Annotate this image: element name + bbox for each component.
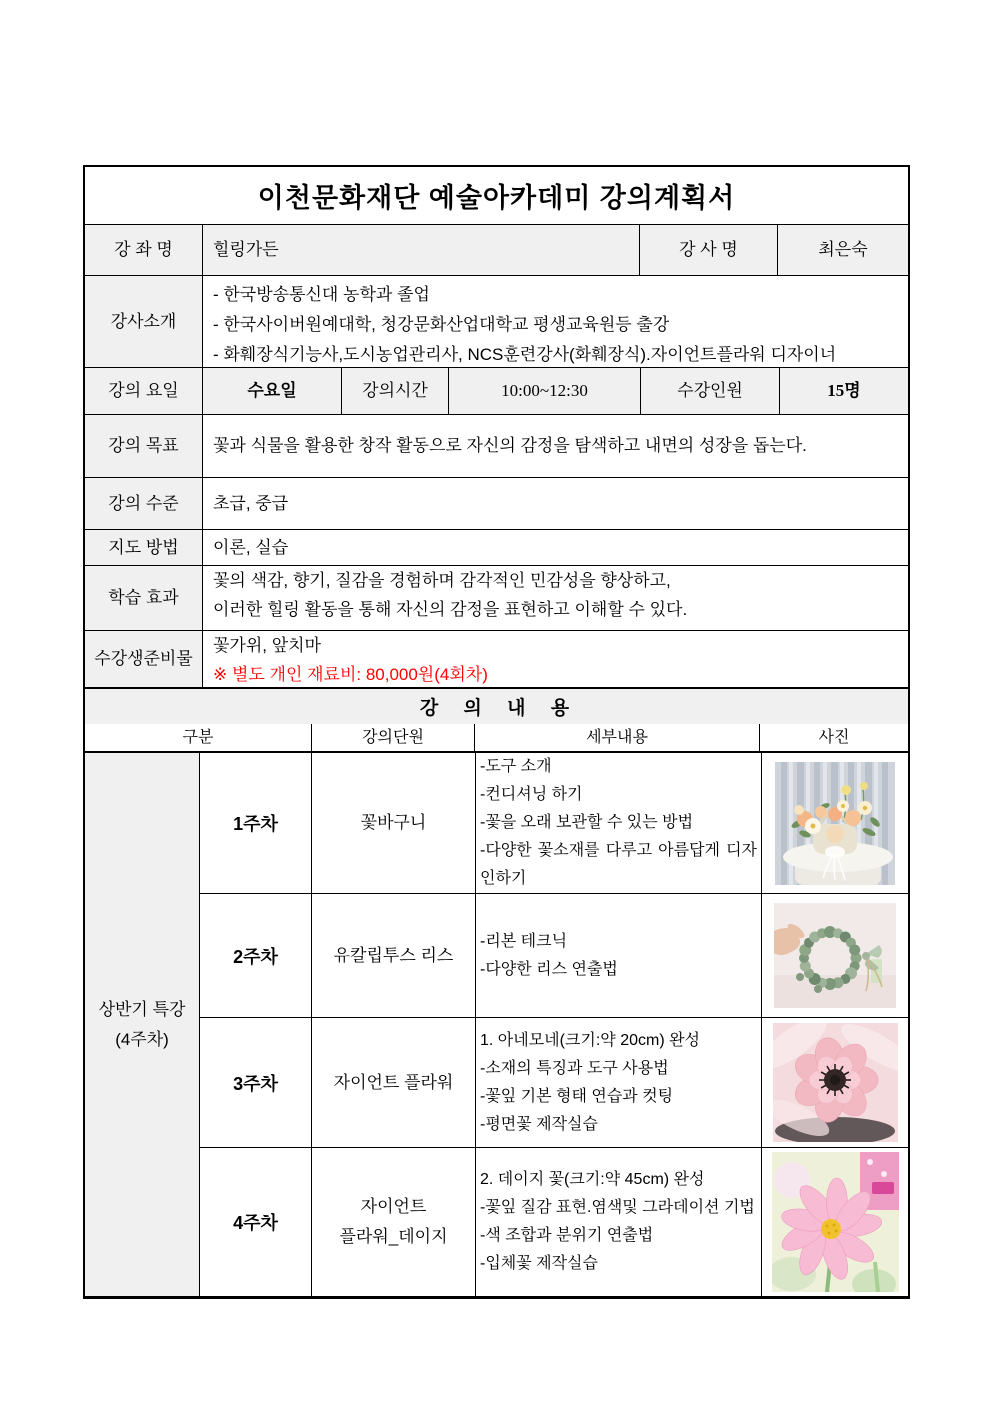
content-header-row	[85, 724, 908, 751]
level-value: 초급, 중급	[202, 478, 908, 529]
text-line: 꽃의 색감, 향기, 질감을 경험하며 감각적인 민감성을 향상하고,	[213, 571, 671, 590]
lecture-plan-table	[83, 165, 910, 1299]
materials-label: 수강생준비물	[85, 631, 202, 687]
header-unit: 강의단원	[311, 724, 474, 751]
text-line: 자이언트 플라워	[333, 1072, 454, 1092]
text-line: 1. 아네모네(크기:약 20cm) 완성	[480, 1031, 701, 1049]
content-banner	[85, 687, 908, 724]
week4-label: 4주차	[199, 1147, 311, 1296]
text-line: -꽃잎 기본 형태 연습과 컷팅	[480, 1087, 674, 1105]
header-category: 구분	[182, 728, 214, 746]
week4-details	[475, 1147, 761, 1296]
eucalyptus-wreath-photo	[774, 903, 896, 1008]
category-merged-cell	[85, 753, 199, 1296]
materials-lines	[202, 631, 908, 687]
text-line: -꽃잎 질감 표현.염색및 그라데이션 기법	[480, 1199, 755, 1216]
time-value: 10:00~12:30	[448, 368, 640, 414]
week3-details	[475, 1017, 761, 1147]
day-label: 강의 요일	[85, 368, 202, 414]
materials-fee-note: ※ 별도 개인 재료비: 80,000원(4회차)	[213, 665, 488, 684]
text-line: 2. 데이지 꽃(크기:약 45cm) 완성	[480, 1171, 705, 1188]
materials-value: 꽃가위, 앞치마	[213, 636, 321, 655]
level-label: 강의 수준	[85, 478, 202, 529]
week1-label: 1주차	[199, 753, 311, 893]
text-line: -색 조합과 분위기 연출법	[480, 1227, 654, 1244]
text-line: 꽃바구니	[360, 813, 427, 832]
text-line: -다양한 리스 연출법	[480, 960, 618, 978]
course-name-value: 힐링가든	[202, 225, 639, 275]
course-name-label: 강 좌 명	[85, 225, 202, 275]
week4-unit	[311, 1147, 475, 1296]
category-line2: (4주차)	[115, 1029, 169, 1049]
level-row	[85, 477, 908, 529]
text-line: - 한국사이버원예대학, 청강문화산업대학교 평생교육원등 출강	[213, 315, 670, 334]
schedule-row	[85, 367, 908, 414]
method-label: 지도 방법	[85, 530, 202, 565]
flower-basket-photo	[775, 762, 895, 885]
week2-details	[475, 893, 761, 1017]
week3-label: 3주차	[199, 1017, 311, 1147]
header-photo: 사진	[759, 724, 908, 751]
week3-photo-cell	[761, 1017, 908, 1147]
text-line: -평면꽃 제작실습	[480, 1115, 598, 1133]
page-title: 이천문화재단 예술아카데미 강의계획서	[257, 183, 736, 213]
text-line: 자이언트	[360, 1197, 427, 1216]
text-line: -컨디셔닝 하기	[480, 786, 583, 803]
category-line1: 상반기 특강	[98, 999, 186, 1019]
effect-label: 학습 효과	[85, 566, 202, 630]
week2-label: 2주차	[199, 893, 311, 1017]
day-value: 수요일	[202, 368, 341, 414]
text-line: - 화훼장식기능사,도시농업관리사, NCS훈련강사(화훼장식).자이언트플라워 디자이너	[213, 345, 837, 364]
effect-lines	[202, 566, 908, 630]
week2-unit	[311, 893, 475, 1017]
week3-unit	[311, 1017, 475, 1147]
text-line: -다양한 꽃소재를 다루고 아름답게 디자인하기	[480, 842, 757, 887]
method-row	[85, 529, 908, 565]
text-line: 이러한 힐링 활동을 통해 자신의 감정을 표현하고 이해할 수 있다.	[213, 600, 688, 619]
text-line: 플라워_데이지	[339, 1227, 448, 1246]
week1-details	[475, 753, 761, 893]
week1-photo-cell	[761, 753, 908, 893]
instructor-intro-row	[85, 275, 908, 367]
pink-anemone-photo	[773, 1023, 898, 1142]
text-line: -리본 테크닉	[480, 932, 568, 950]
instructor-intro-lines	[202, 276, 908, 367]
text-line: 유칼립투스 리스	[333, 945, 454, 965]
instructor-intro-label: 강사소개	[85, 276, 202, 367]
text-line: -소재의 특징과 도구 사용법	[480, 1059, 669, 1077]
instructor-label: 강 사 명	[639, 225, 777, 275]
week2-photo-cell	[761, 893, 908, 1017]
title-row	[85, 167, 908, 224]
weeks-table	[85, 751, 908, 1296]
text-line: - 한국방송통신대 농학과 졸업	[213, 285, 430, 304]
method-value: 이론, 실습	[202, 530, 908, 565]
text-line: -도구 소개	[480, 758, 552, 775]
text-line: -입체꽃 제작실습	[480, 1255, 598, 1272]
course-row	[85, 224, 908, 275]
time-label: 강의시간	[341, 368, 448, 414]
capacity-label: 수강인원	[640, 368, 779, 414]
goal-row	[85, 414, 908, 477]
pink-daisy-photo	[772, 1152, 899, 1292]
effect-row	[85, 565, 908, 630]
goal-label: 강의 목표	[85, 415, 202, 477]
materials-row	[85, 630, 908, 687]
week4-photo-cell	[761, 1147, 908, 1296]
header-detail: 세부내용	[474, 724, 759, 751]
goal-value: 꽃과 식물을 활용한 창작 활동으로 자신의 감정을 탐색하고 내면의 성장을 돕는다.	[202, 415, 908, 477]
content-banner-title: 강 의 내 용	[419, 698, 574, 719]
text-line: -꽃을 오래 보관할 수 있는 방법	[480, 814, 694, 831]
instructor-name: 최은숙	[777, 225, 908, 275]
capacity-value: 15명	[779, 368, 908, 414]
week1-unit	[311, 753, 475, 893]
